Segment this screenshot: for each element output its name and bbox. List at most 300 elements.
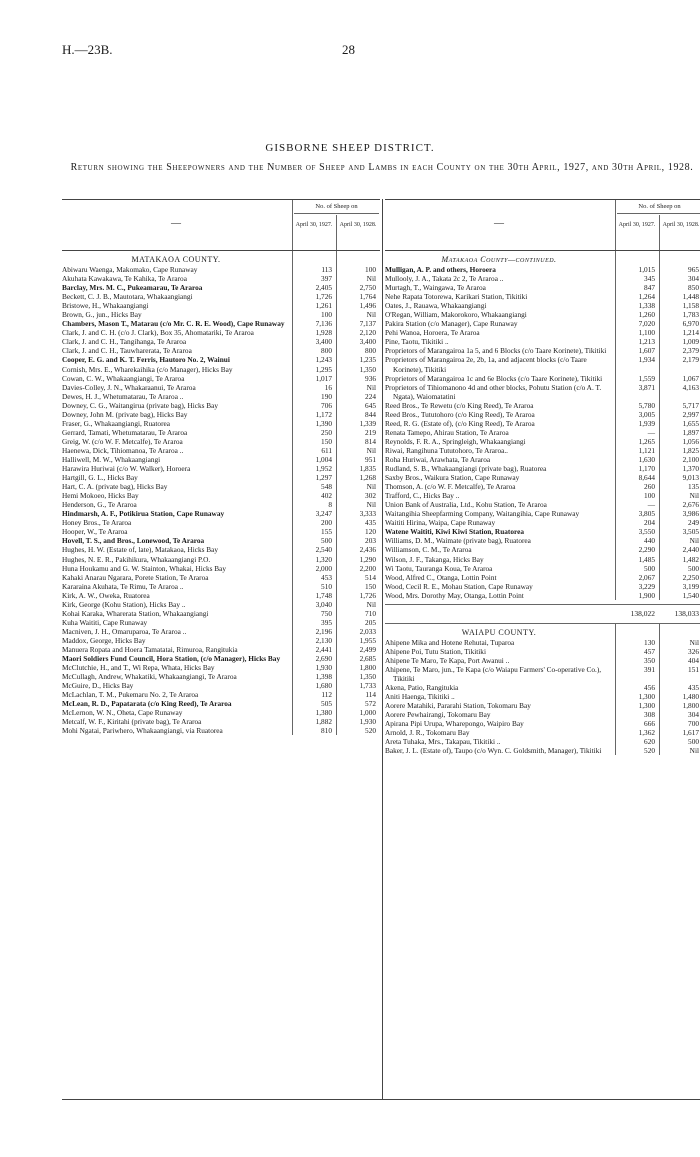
sheep-1928: Nil — [689, 536, 699, 546]
sheep-1928: 1,955 — [359, 635, 376, 645]
sheep-1927: 2,000 — [315, 563, 332, 573]
owner-name: Brown, G., jun., Hicks Bay — [62, 310, 142, 320]
owner-name: Wi Taotu, Tauranga Koua, Te Araroa — [385, 563, 493, 573]
owner-name: Davies-Colley, J. N., Whakaraanui, Te Araroa — [62, 382, 196, 392]
sheep-1928: 2,997 — [682, 409, 699, 419]
owner-name: Proprietors of Marangairoa 1c and 6e Blocks (c/o Taare Korinete), Tikitiki — [385, 373, 603, 383]
owner-header: — — [494, 218, 504, 229]
table-row — [385, 428, 700, 437]
sheep-table — [62, 199, 700, 1099]
sheep-1927: 1,265 — [638, 436, 655, 446]
sheep-1928: 1,009 — [682, 337, 699, 347]
table-row — [385, 701, 700, 710]
sheep-1928: 1,800 — [359, 663, 376, 673]
sheep-1927: 1,952 — [315, 464, 332, 474]
total-1927: 138,022 — [630, 608, 655, 618]
sheep-1927: 1,939 — [638, 418, 655, 428]
sheep-1927: 1,121 — [638, 445, 655, 455]
sheep-1927: 2,196 — [315, 626, 332, 636]
table-row — [385, 692, 700, 701]
sheep-1927: 611 — [321, 445, 332, 455]
left-rows — [62, 251, 380, 735]
table-row — [385, 310, 700, 319]
sheep-1928: 1,067 — [682, 373, 699, 383]
table-row — [62, 301, 380, 310]
sheep-1927: 3,247 — [315, 509, 332, 519]
sheep-1928: 2,379 — [682, 346, 699, 356]
table-row — [62, 609, 380, 618]
sheep-1927: 1,934 — [638, 355, 655, 365]
owner-name: Chambers, Mason T., Matarau (c/o Mr. C. R. E. Wood), Cape Runaway — [62, 319, 285, 329]
sheep-1928: 645 — [365, 400, 376, 410]
table-row — [385, 328, 700, 337]
sheep-1927: 800 — [321, 346, 332, 356]
owner-name: Clark, J. and C. H., Tangihanga, Te Araroa — [62, 337, 187, 347]
sheep-1927: 1,928 — [315, 328, 332, 338]
table-row — [385, 346, 700, 355]
table-row — [385, 647, 700, 656]
owner-name: Maddox, George, Hicks Bay — [62, 635, 146, 645]
owner-name: McClutchie, H., and T., Wi Repa, Whata, Hicks Bay — [62, 663, 215, 673]
owner-name: Renata Tamepo, Ahirau Station, Te Araroa — [385, 427, 509, 437]
sheep-1927: 190 — [321, 391, 332, 401]
table-row — [62, 410, 380, 419]
owner-name: Saxby Bros., Waikura Station, Cape Runaway — [385, 473, 520, 483]
table-row — [385, 446, 700, 455]
sheep-1928: 4,163 — [682, 382, 699, 392]
table-row — [62, 600, 380, 609]
sheep-1927: 402 — [321, 491, 332, 501]
sheep-1928: Nil — [689, 491, 699, 501]
sheep-1927: 1,930 — [315, 663, 332, 673]
table-row — [62, 699, 380, 708]
table-row — [62, 708, 380, 717]
owner-name: Abiwaru Waenga, Makomako, Cape Runaway — [62, 265, 198, 274]
sheep-1928: 1,825 — [682, 445, 699, 455]
table-row — [62, 681, 380, 690]
table-row — [62, 274, 380, 283]
sheep-1928: 500 — [688, 563, 699, 573]
right-rows — [385, 251, 700, 600]
sheep-1928: 435 — [365, 518, 376, 528]
sheep-1927: 1,338 — [638, 301, 655, 311]
table-row — [62, 636, 380, 645]
sheep-1928: 1,482 — [682, 554, 699, 564]
owner-name: Nehe Rapata Totorewa, Karikari Station, Tikitiki — [385, 292, 528, 302]
sheep-1927: — — [647, 500, 655, 510]
owner-name: Waitangihia Sheepfarming Company, Waitangihia, Cape Runaway — [385, 509, 580, 519]
report-reference: H.—23B. — [62, 42, 113, 57]
table-row — [385, 737, 700, 746]
sheep-1927: 500 — [321, 536, 332, 546]
sheep-1928: 205 — [365, 617, 376, 627]
sheep-1928: 2,120 — [359, 328, 376, 338]
owner-name: Aorere Matahiki, Pararahi Station, Tokomaru Bay — [385, 701, 531, 711]
sheep-1927: 8 — [328, 500, 332, 510]
sheep-1927: 1,300 — [638, 701, 655, 711]
table-row — [385, 383, 700, 401]
sheep-1927: 440 — [644, 536, 655, 546]
sheep-1927: 3,005 — [638, 409, 655, 419]
page-number: 28 — [342, 42, 355, 57]
sheep-1928: 965 — [688, 265, 699, 274]
sheep-1928: 2,179 — [682, 355, 699, 365]
county-total-row — [385, 604, 700, 624]
sheep-1927: 2,290 — [638, 545, 655, 555]
owner-name: Cooper, E. G. and K. T. Ferris, Hautoro No. 2, Wainui — [62, 355, 230, 365]
sheep-1927: 1,261 — [315, 301, 332, 311]
sheep-1928: 1,540 — [682, 590, 699, 600]
sheep-1927: 350 — [644, 655, 655, 665]
sheep-1927: 100 — [644, 491, 655, 501]
sheep-1927: 2,441 — [315, 644, 332, 654]
county-heading: MATAKAOA COUNTY. — [131, 255, 221, 264]
owner-name: Wood, Mrs. Dorothy May, Otanga, Lottin Point — [385, 590, 524, 600]
sheep-1928: 224 — [365, 391, 376, 401]
sheep-1928: 1,448 — [682, 292, 699, 302]
sheep-1928: 435 — [688, 682, 699, 692]
sheep-1928: 2,750 — [359, 283, 376, 293]
table-row — [385, 419, 700, 428]
sheep-1928: 120 — [365, 527, 376, 537]
sheep-1928: 2,250 — [682, 572, 699, 582]
sheep-1928: 1,655 — [682, 418, 699, 428]
table-row — [385, 491, 700, 500]
owner-name: Akena, Patio, Rangitukia — [385, 682, 459, 692]
owner-name: Pine, Taotu, Tikitiki .. — [385, 337, 449, 347]
owner-name: Hartgill, G. L., Hicks Bay — [62, 473, 138, 483]
sheep-1928: 404 — [688, 655, 699, 665]
sheep-1928: 1,835 — [359, 464, 376, 474]
sheep-1928: 1,290 — [359, 554, 376, 564]
owner-name: Thomson, A. (c/o W. F. Metcalfe), Te Araroa — [385, 482, 516, 492]
sheep-1927: 1,297 — [315, 473, 332, 483]
table-row — [62, 437, 380, 446]
sheep-1927: 100 — [321, 310, 332, 320]
sheep-1927: 2,067 — [638, 572, 655, 582]
table-row — [385, 500, 700, 509]
sheep-1928: 1,000 — [359, 708, 376, 718]
table-row — [385, 564, 700, 573]
owner-name: Hughes, N. E. R., Pakihikura, Whakaangiangi P.O. — [62, 554, 211, 564]
owner-name: Dewes, H. J., Whetumatarau, Te Araroa .. — [62, 391, 184, 401]
sheep-1928: Nil — [689, 746, 699, 756]
owner-name: Aniti Haenga, Tikitiki .. — [385, 692, 455, 702]
sheep-1928: 203 — [365, 536, 376, 546]
sheep-1927: 510 — [321, 581, 332, 591]
sheep-1928: 150 — [365, 581, 376, 591]
page-subtitle: Return showing the Sheepowners and the Number of Sheep and Lambs in each County on the 30th April, 1927, and 30th April, 1928. — [70, 162, 694, 173]
owner-name: Cornish, Mrs. E., Wharekaihika (c/o Manager), Hicks Bay — [62, 364, 233, 374]
table-row — [62, 319, 380, 328]
owner-name: Aorere Pewhairangi, Tokomaru Bay — [385, 710, 491, 720]
sheep-1927: 3,805 — [638, 509, 655, 519]
column-divider — [382, 199, 383, 1099]
table-row — [385, 582, 700, 591]
sheep-1927: 1,260 — [638, 310, 655, 320]
sheep-1927: 1,900 — [638, 590, 655, 600]
owner-name: Murtagh, T., Waingawa, Te Araroa — [385, 283, 486, 293]
sheep-count-header: No. of Sheep on — [294, 203, 379, 214]
sheep-1928: 800 — [365, 346, 376, 356]
sheep-1927: 1,485 — [638, 554, 655, 564]
sheep-1927: 5,780 — [638, 400, 655, 410]
sheep-1927: 345 — [644, 274, 655, 284]
table-row — [62, 726, 380, 735]
owner-name: Hovell, T. S., and Bros., Lonewood, Te Araroa — [62, 536, 205, 546]
table-row — [62, 509, 380, 518]
owner-name: Henderson, G., Te Araroa — [62, 500, 137, 510]
owner-name: Barclay, Mrs. M. C., Pukeamarau, Te Araroa — [62, 283, 203, 293]
waiapu-rows — [385, 624, 700, 756]
table-row — [62, 672, 380, 681]
sheep-1927: — — [647, 427, 655, 437]
table-row — [385, 283, 700, 292]
table-row — [62, 392, 380, 401]
table-row — [385, 746, 700, 755]
table-row — [62, 265, 380, 274]
table-row — [62, 690, 380, 699]
owner-name: Honey Bros., Te Araroa — [62, 518, 132, 528]
table-row — [62, 654, 380, 663]
sheep-1928: Nil — [366, 445, 376, 455]
page-title: GISBORNE SHEEP DISTRICT. — [265, 142, 435, 154]
owner-name: Huna Houkamu and G. W. Stainton, Whakai, Hicks Bay — [62, 563, 227, 573]
sheep-1927: 548 — [321, 482, 332, 492]
owner-name: Pakira Station (c/o Manager), Cape Runaway — [385, 319, 518, 329]
owner-name: Kirk, George (Kohu Station), Hicks Bay .. — [62, 599, 186, 609]
sheep-1928: 302 — [365, 491, 376, 501]
sheep-1928: 572 — [365, 699, 376, 709]
sheep-1927: 308 — [644, 710, 655, 720]
sheep-1928: 1,214 — [682, 328, 699, 338]
sheep-1927: 1,320 — [315, 554, 332, 564]
table-row — [385, 292, 700, 301]
sheep-1928: 151 — [688, 664, 699, 674]
sheep-1928: 135 — [688, 482, 699, 492]
sheep-1928: 850 — [688, 283, 699, 293]
sheep-1928: 710 — [365, 608, 376, 618]
sheep-1928: 514 — [365, 572, 376, 582]
sheep-1928: 700 — [688, 719, 699, 729]
sheep-1927: 505 — [321, 699, 332, 709]
sheep-1927: 7,020 — [638, 319, 655, 329]
sheep-count-header: No. of Sheep on — [617, 203, 700, 214]
owner-name: Hooper, W., Te Araroa — [62, 527, 128, 537]
sheep-1927: 1,172 — [315, 409, 332, 419]
sheep-1928: 844 — [365, 409, 376, 419]
table-row — [62, 283, 380, 292]
sheep-1927: 3,550 — [638, 527, 655, 537]
sheep-1928: 2,033 — [359, 626, 376, 636]
sheep-1928: 2,685 — [359, 654, 376, 664]
sheep-1928: Nil — [366, 599, 376, 609]
owner-name: Clark, J. and C. H., Tauwharerata, Te Araroa — [62, 346, 192, 356]
sheep-1928: 1,158 — [682, 301, 699, 311]
sheep-1927: 1,726 — [315, 292, 332, 302]
sheep-1928: 2,200 — [359, 563, 376, 573]
table-row — [62, 473, 380, 482]
sheep-1927: 1,243 — [315, 355, 332, 365]
sheep-1928: 500 — [688, 737, 699, 747]
table-row — [62, 491, 380, 500]
table-row — [385, 274, 700, 283]
sheep-1927: 3,400 — [315, 337, 332, 347]
owner-name: Kirk, A. W., Oweka, Ruatorea — [62, 590, 150, 600]
table-row — [385, 656, 700, 665]
sheep-1927: 397 — [321, 274, 332, 284]
owner-name: Cowan, C. W., Whakaangiangi, Te Araroa — [62, 373, 185, 383]
owner-name: Wilson, J. F., Takanga, Hicks Bay — [385, 554, 484, 564]
owner-name: Union Bank of Australia, Ltd., Kohu Station, Te Araroa — [385, 500, 547, 510]
owner-name: Rudland, S. B., Whakaangiangi (private bag), Ruatorea — [385, 464, 547, 474]
sheep-1927: 260 — [644, 482, 655, 492]
table-row — [62, 428, 380, 437]
owner-name: O'Regan, William, Makorokoro, Whakaangiangi — [385, 310, 527, 320]
table-row — [62, 464, 380, 473]
sheep-1927: 155 — [321, 527, 332, 537]
sheep-1928: 2,100 — [682, 454, 699, 464]
sheep-1927: 1,398 — [315, 672, 332, 682]
owner-name: McGuire, D., Hicks Bay — [62, 681, 134, 691]
sheep-1928: 114 — [365, 690, 376, 700]
sheep-1928: Nil — [366, 274, 376, 284]
table-row — [62, 645, 380, 654]
owner-name: Mullooly, J. A., Takata 2c 2, Te Araroa .. — [385, 274, 504, 284]
sheep-1928: 100 — [365, 265, 376, 274]
table-bottom-rule — [62, 1099, 700, 1100]
table-row — [385, 591, 700, 600]
sheep-1927: 453 — [321, 572, 332, 582]
owner-name: Hughes, H. W. (Estate of, late), Matakaoa, Hicks Bay — [62, 545, 219, 555]
owner-name: Harawira Huriwai (c/o W. Walker), Horoera — [62, 464, 191, 474]
sheep-1928: 1,733 — [359, 681, 376, 691]
table-row — [385, 437, 700, 446]
table-row — [62, 555, 380, 564]
sheep-1927: 456 — [644, 682, 655, 692]
table-row — [62, 419, 380, 428]
sheep-1928: Nil — [366, 382, 376, 392]
owner-name: Reynolds, F. R. A., Springleigh, Whakaangiangi — [385, 436, 526, 446]
table-row — [62, 573, 380, 582]
year-1928-header: April 30, 1928. — [339, 222, 377, 228]
sheep-1927: 200 — [321, 518, 332, 528]
owner-name: Arnold, J. R., Tokomaru Bay — [385, 728, 470, 738]
sheep-1928: 1,930 — [359, 717, 376, 727]
table-row — [62, 446, 380, 455]
sheep-1927: 666 — [644, 719, 655, 729]
table-row — [385, 536, 700, 545]
sheep-1927: 112 — [321, 690, 332, 700]
owner-name: Williams, D. M., Waimate (private bag), Ruatorea — [385, 536, 531, 546]
sheep-1927: 3,229 — [638, 581, 655, 591]
table-row — [385, 482, 700, 491]
table-row — [62, 663, 380, 672]
sheep-1927: 1,882 — [315, 717, 332, 727]
year-1928-header: April 30, 1928. — [662, 222, 700, 228]
table-row — [385, 401, 700, 410]
table-row — [62, 310, 380, 319]
owner-name: Proprietors of Marangairoa 1a 5, and 6 Blocks (c/o Taare Korinete), Tikitiki — [385, 346, 607, 356]
table-row — [62, 328, 380, 337]
sheep-1928: 219 — [365, 427, 376, 437]
owner-name: Mohi Ngatai, Pariwhero, Whakaangiangi, via Ruatorea — [62, 726, 223, 736]
sheep-1928: 249 — [688, 518, 699, 528]
sheep-1928: 3,986 — [682, 509, 699, 519]
sheep-1927: 847 — [644, 283, 655, 293]
sheep-1928: 304 — [688, 274, 699, 284]
owner-name: Ahipene Te Maro, Te Kapa, Port Awanui .. — [385, 655, 510, 665]
sheep-1928: 1,897 — [682, 427, 699, 437]
table-row — [385, 355, 700, 373]
sheep-1928: 1,350 — [359, 364, 376, 374]
sheep-1928: 936 — [365, 373, 376, 383]
owner-name: Kohai Karaka, Wharerata Station, Whakaangiangi — [62, 608, 209, 618]
owner-name: Downey, John M. (private bag), Hicks Bay — [62, 409, 188, 419]
table-row — [385, 410, 700, 419]
owner-name: Hart, C. A. (private bag), Hicks Bay — [62, 482, 168, 492]
left-column — [62, 199, 380, 735]
table-row — [62, 455, 380, 464]
sheep-1927: 620 — [644, 737, 655, 747]
table-row — [385, 337, 700, 346]
owner-name: McLachlan, T. M., Pukemaru No. 2, Te Araroa — [62, 690, 199, 700]
sheep-1927: 8,644 — [638, 473, 655, 483]
sheep-1927: 150 — [321, 436, 332, 446]
table-row — [62, 618, 380, 627]
sheep-1928: 1,268 — [359, 473, 376, 483]
owner-name: Ahipene Mika and Hotene Rehutai, Tuparoa — [385, 637, 515, 647]
sheep-1928: Nil — [366, 310, 376, 320]
table-row — [385, 464, 700, 473]
sheep-1928: 1,726 — [359, 590, 376, 600]
sheep-1928: 6,970 — [682, 319, 699, 329]
sheep-1927: 2,690 — [315, 654, 332, 664]
table-row — [385, 719, 700, 728]
sheep-1927: 1,015 — [638, 265, 655, 274]
sheep-1927: 810 — [321, 726, 332, 736]
owner-name: McLernon, W. N., Oheta, Cape Runaway — [62, 708, 183, 718]
owner-name: Hemi Mokoeo, Hicks Bay — [62, 491, 139, 501]
owner-name: Greig, W. (c/o W. F. Metcalfe), Te Araroa — [62, 436, 183, 446]
county-heading-continued: Matakaoa County—continued. — [441, 255, 557, 264]
table-row — [62, 582, 380, 591]
sheep-1928: 1,800 — [682, 701, 699, 711]
sheep-1927: 1,680 — [315, 681, 332, 691]
sheep-1927: 113 — [321, 265, 332, 274]
owner-name: Macniven, J. H., Omaruparoa, Te Araroa .. — [62, 626, 187, 636]
sheep-1927: 3,040 — [315, 599, 332, 609]
total-1928: 138,033 — [674, 608, 699, 618]
sheep-1927: 1,017 — [315, 373, 332, 383]
owner-name: Bristowe, H., Whakaangiangi — [62, 301, 149, 311]
sheep-1928: 1,617 — [682, 728, 699, 738]
table-header-left — [62, 199, 380, 251]
owner-name: Areta Tuhaka, Mrs., Takapau, Tikitiki .. — [385, 737, 501, 747]
owner-name: Halliwell, M. W., Whakaangiangi — [62, 454, 161, 464]
sheep-1927: 1,264 — [638, 292, 655, 302]
owner-name: Reed Bros., Tututohoro (c/o King Reed), Te Araroa — [385, 409, 535, 419]
sheep-1928: 3,400 — [359, 337, 376, 347]
county-heading-waiapu: WAIAPU COUNTY. — [461, 627, 537, 637]
sheep-1928: Nil — [366, 500, 376, 510]
table-row — [385, 545, 700, 554]
sheep-1927: 1,748 — [315, 590, 332, 600]
sheep-1928: 1,764 — [359, 292, 376, 302]
sheep-1928: 1,496 — [359, 301, 376, 311]
owner-name: Pehi Wanoa, Horoera, Te Araroa — [385, 328, 480, 338]
sheep-1928: 1,235 — [359, 355, 376, 365]
